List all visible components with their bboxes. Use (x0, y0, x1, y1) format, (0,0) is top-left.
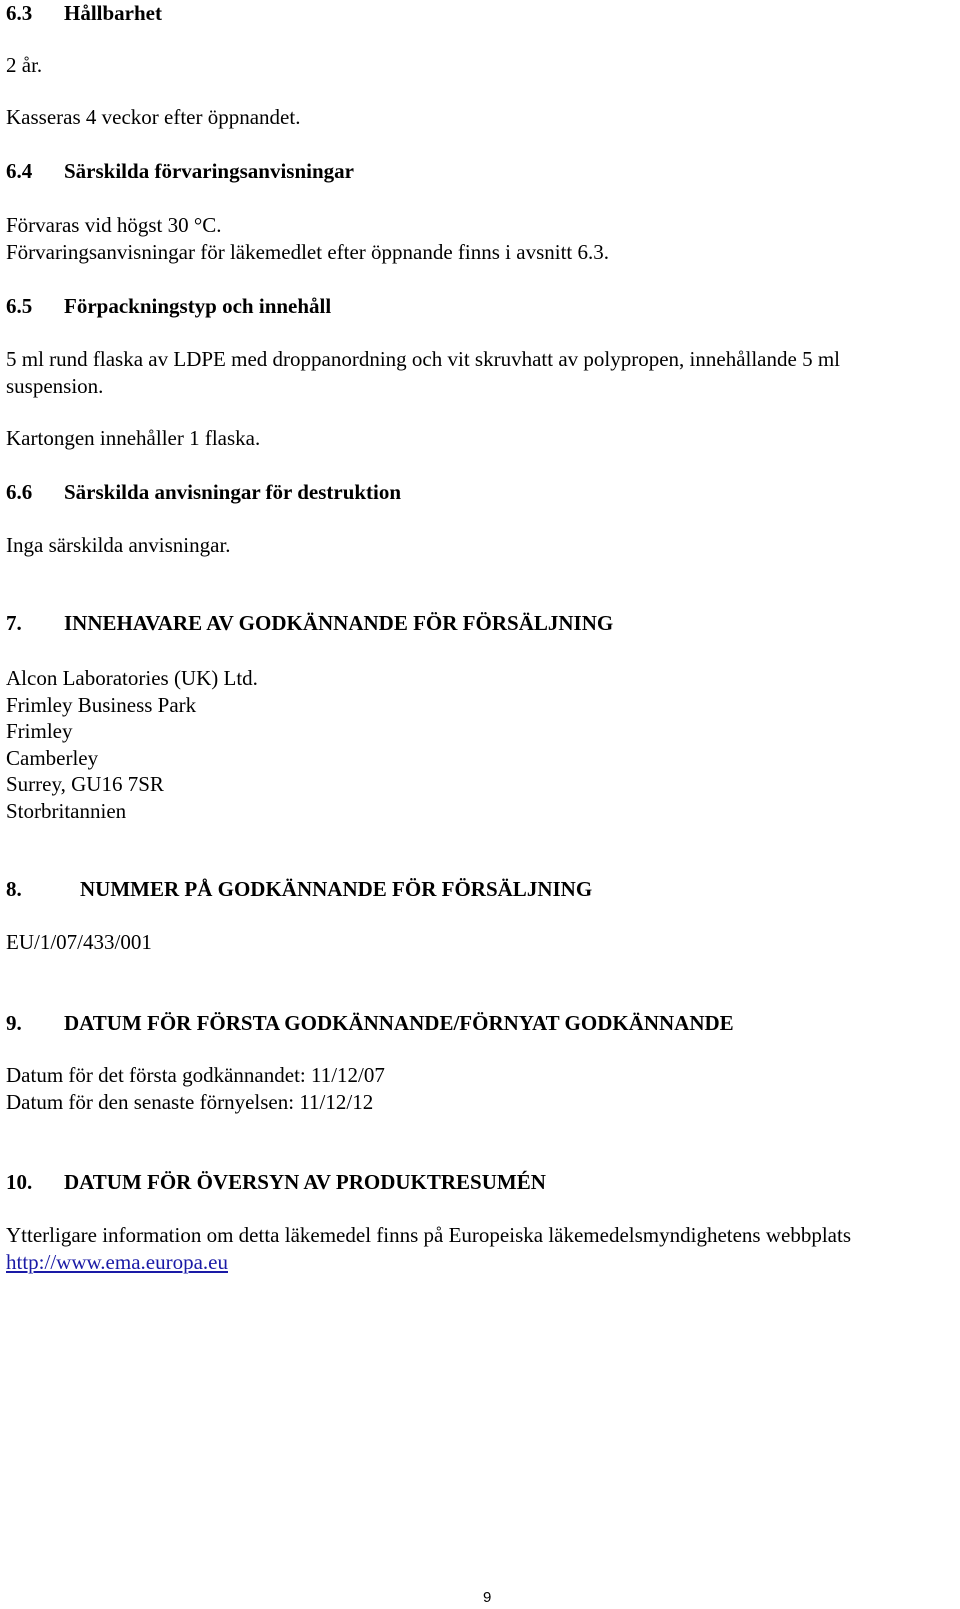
section-title: DATUM FÖR ÖVERSYN AV PRODUKTRESUMÉN (64, 1170, 546, 1194)
storage-temperature-text: Förvaras vid högst 30 °C. (6, 213, 222, 237)
carton-contents-text: Kartongen innehåller 1 flaska. (6, 426, 261, 450)
section-6-6-heading (6, 479, 401, 506)
section-title: DATUM FÖR FÖRSTA GODKÄNNANDE/FÖRNYAT GODKÄNNANDE (64, 1011, 734, 1035)
section-9-heading (6, 1010, 734, 1037)
section-number: 6.4 (6, 159, 33, 183)
page-number: 9 (483, 1589, 492, 1606)
latest-renewal-date-text: Datum för den senaste förnyelsen: 11/12/12 (6, 1090, 374, 1114)
section-number: 8. (6, 877, 22, 901)
section-6-5-heading (6, 293, 331, 320)
ema-website-link[interactable]: http://www.ema.europa.eu (6, 1250, 228, 1274)
section-title: Hållbarhet (64, 1, 162, 25)
storage-after-opening-text: Förvaringsanvisningar för läkemedlet efter öppnande finns i avsnitt 6.3. (6, 240, 610, 264)
section-7-heading (6, 610, 613, 637)
first-authorisation-date-text: Datum för det första godkännandet: 11/12/07 (6, 1063, 385, 1087)
holder-address-line-1: Frimley Business Park (6, 693, 197, 717)
shelf-life-text: 2 år. (6, 53, 43, 77)
section-number: 9. (6, 1011, 22, 1035)
holder-address-line-4: Surrey, GU16 7SR (6, 772, 164, 796)
section-title: Förpackningstyp och innehåll (64, 294, 332, 318)
section-title: Särskilda förvaringsanvisningar (64, 159, 354, 183)
section-8-heading (6, 876, 592, 903)
section-number: 6.3 (6, 1, 33, 25)
section-6-4-heading (6, 158, 354, 185)
section-number: 6.5 (6, 294, 33, 318)
section-title: Särskilda anvisningar för destruktion (64, 480, 402, 504)
disposal-instructions-text: Inga särskilda anvisningar. (6, 533, 231, 557)
section-number: 7. (6, 611, 22, 635)
section-title: NUMMER PÅ GODKÄNNANDE FÖR FÖRSÄLJNING (80, 877, 593, 901)
section-10-heading (6, 1169, 546, 1196)
section-title: INNEHAVARE AV GODKÄNNANDE FÖR FÖRSÄLJNING (64, 611, 614, 635)
ema-link-line (6, 1249, 228, 1276)
authorisation-number-text: EU/1/07/433/001 (6, 930, 152, 954)
holder-address-line-3: Camberley (6, 746, 99, 770)
holder-country: Storbritannien (6, 799, 127, 823)
section-6-3-heading (6, 0, 162, 27)
more-information-text: Ytterligare information om detta läkemedel finns på Europeiska läkemedelsmyndighetens webbplats (6, 1223, 851, 1247)
section-number: 6.6 (6, 480, 33, 504)
container-description-line-1: 5 ml rund flaska av LDPE med droppanordning och vit skruvhatt av polypropen, innehållande 5 ml (6, 347, 840, 371)
holder-company-name: Alcon Laboratories (UK) Ltd. (6, 666, 258, 690)
container-description-line-2: suspension. (6, 374, 104, 398)
section-number: 10. (6, 1170, 33, 1194)
discard-after-opening-text: Kasseras 4 veckor efter öppnandet. (6, 105, 301, 129)
holder-address-line-2: Frimley (6, 719, 73, 743)
